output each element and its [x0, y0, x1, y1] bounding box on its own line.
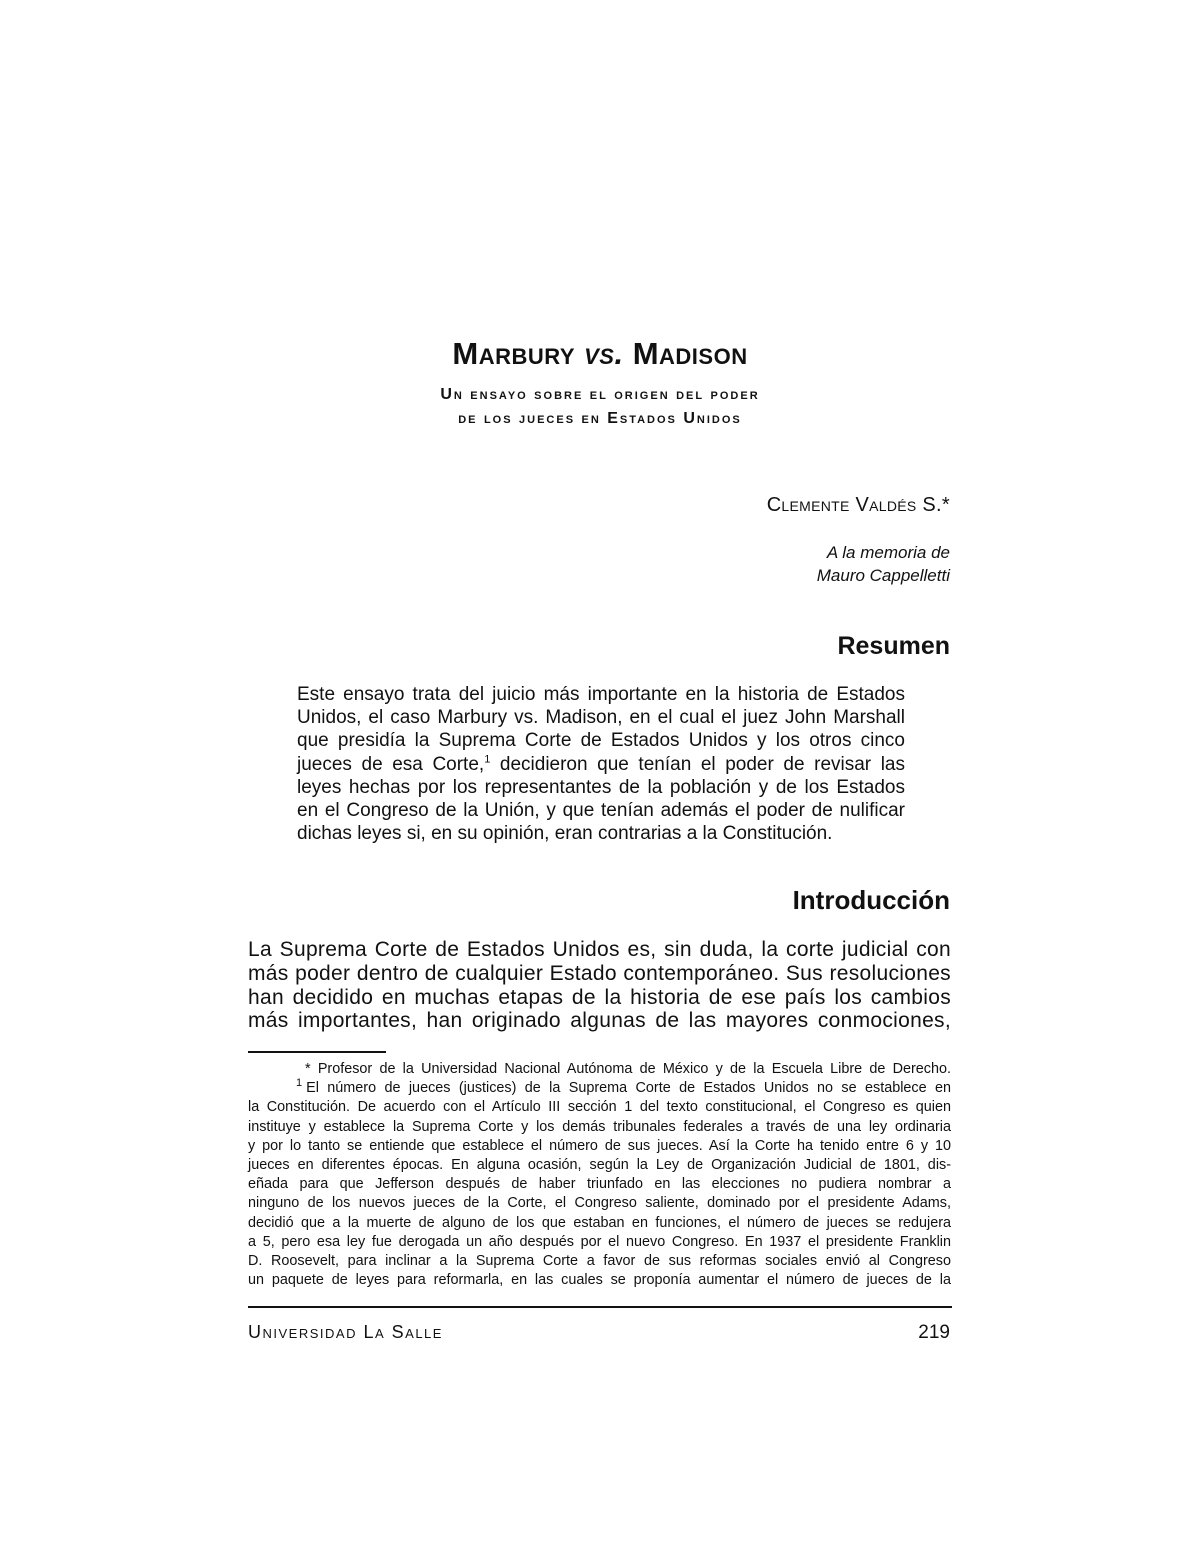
dedication-line-1: A la memoria de: [826, 543, 950, 562]
introduction-heading: Introducción: [792, 885, 950, 915]
abstract-line: en el Congreso de la Unión, y que tenían además el poder de nulificar: [297, 799, 905, 821]
footnote-author: * Profesor de la Universidad Nacional Autónoma de México y de la Escuela Libre de Derecho.: [305, 1061, 951, 1077]
abstract-body: [297, 683, 905, 845]
footnote-1-first-line: [248, 1079, 951, 1098]
footnote-line: la Constitución. De acuerdo con el Artículo III sección 1 del texto constitucional, el Congreso es quien: [248, 1099, 951, 1116]
body-line: han decidido en muchas etapas de la historia de ese país los cambios: [248, 985, 951, 1009]
abstract-line-with-footnote: [297, 753, 905, 776]
body-line: más poder dentro de cualquier Estado contemporáneo. Sus resoluciones: [248, 961, 951, 985]
footnote-reference: 1: [484, 753, 491, 766]
author-name: Clemente Valdés S.*: [766, 494, 950, 516]
dedication-line-2: Mauro Cappelletti: [816, 566, 950, 585]
abstract-line: que presidía la Suprema Corte de Estados Unidos y los otros cinco: [297, 730, 905, 752]
footnote-line: un paquete de leyes para reformarla, en las cuales se proponía aumentar el número de jueces de la: [248, 1272, 951, 1289]
introduction-body: [248, 938, 951, 1033]
title-part-1: Marbury: [452, 336, 585, 371]
body-line: más importantes, han originado algunas de las mayores conmociones,: [248, 1009, 951, 1033]
title-vs: vs.: [584, 336, 624, 371]
abstract-line: Este ensayo trata del juicio más importante en la historia de Estados: [297, 684, 905, 705]
footnote-text: El número de jueces (justices) de la Suprema Corte de Estados Unidos no se establece en: [306, 1080, 951, 1097]
abstract-line-part: jueces de esa Corte,: [297, 753, 485, 775]
subtitle-line-1: Un ensayo sobre el origen del poder: [440, 386, 760, 403]
footnote-mark: 1: [296, 1077, 303, 1090]
abstract-line: leyes hechas por los representantes de la población y de los Estados: [297, 776, 905, 798]
title-part-2: Madison: [623, 336, 748, 371]
abstract-line-part: decidieron que tenían el poder de revisar las: [490, 753, 905, 775]
footnote-line: decidió que a la muerte de alguno de los que estaban en funciones, el número de jueces se redujera: [248, 1214, 951, 1231]
abstract-heading: Resumen: [837, 632, 950, 660]
footnote-line: instituye y establece la Suprema Corte y los demás tribunales federales a través de una ley ordinaria: [248, 1118, 951, 1135]
footnotes: [248, 1060, 951, 1290]
body-line: La Suprema Corte de Estados Unidos es, sin duda, la corte judicial con: [248, 938, 951, 961]
footnote-separator: [248, 1051, 386, 1053]
footnote-line: D. Roosevelt, para inclinar a la Suprema Corte a favor de sus reformas sociales envió al Congreso: [248, 1252, 951, 1269]
footnote-line: jueces en diferentes épocas. En alguna ocasión, según la Ley de Organización Judicial de 1801, dis-: [248, 1156, 951, 1173]
abstract-line: Unidos, el caso Marbury vs. Madison, en el cual el juez John Marshall: [297, 707, 905, 729]
article-title: [0, 336, 1200, 372]
page-number: 219: [918, 1322, 950, 1343]
journal-name: Universidad La Salle: [248, 1322, 443, 1342]
dedication: [817, 541, 950, 587]
footnote-line: y por lo tanto se entiende que establece el número de sus jueces. Así la Corte ha tenido entre 6 y 10: [248, 1137, 951, 1154]
footnote-line: ninguno de los nuevos jueces de la Corte, el Congreso saliente, dominado por el presidente Adams,: [248, 1195, 951, 1212]
footer-rule: [248, 1306, 952, 1308]
subtitle-line-2: de los jueces en Estados Unidos: [458, 410, 742, 427]
footnote-line: eñada para que Jefferson después de haber triunfado en las elecciones no pudiera nombrar a: [248, 1176, 951, 1193]
abstract-line: dichas leyes si, en su opinión, eran contrarias a la Constitución.: [297, 823, 833, 845]
footnote-line: a 5, pero esa ley fue derogada un año después por el nuevo Congreso. En 1937 el presidente Franklin: [248, 1233, 951, 1250]
